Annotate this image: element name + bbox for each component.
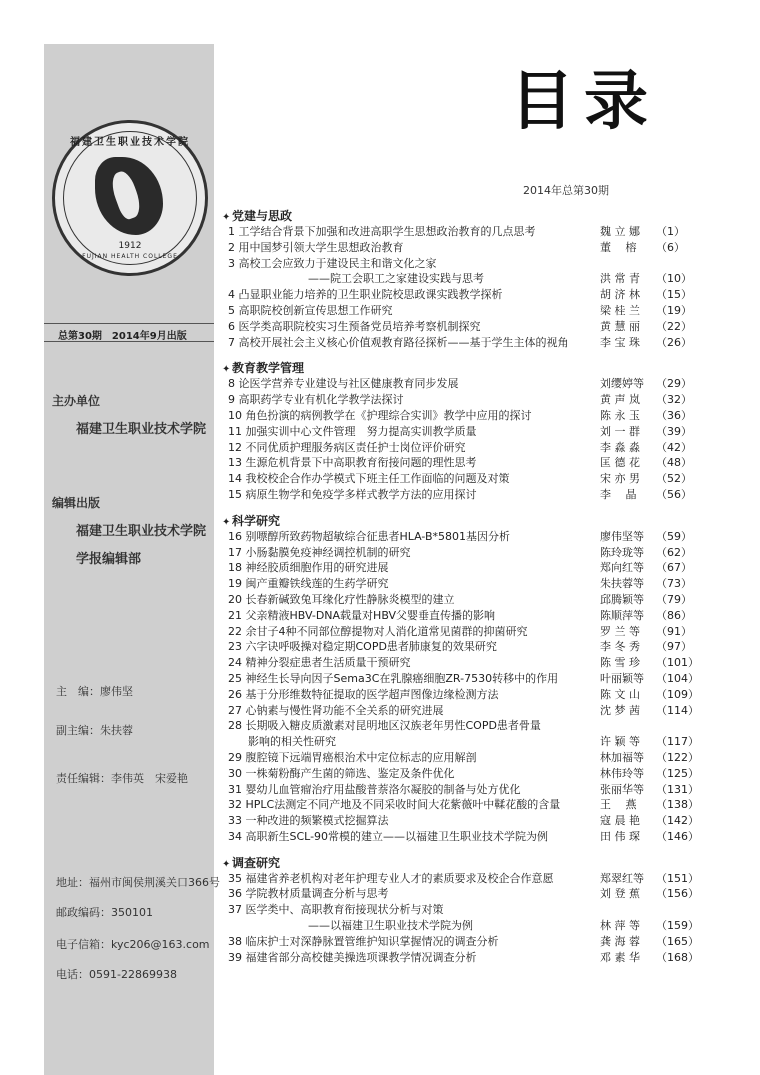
toc-entry-title: ——院工会职工之家建设实践与思考 bbox=[308, 272, 484, 286]
toc-entry-title: 29 腹腔镜下远端胃癌根治术中定位标志的应用解剖 bbox=[228, 750, 477, 764]
toc-entry-page: （138） bbox=[656, 798, 699, 812]
toc-entry-author: 陈顺萍等 bbox=[600, 608, 644, 622]
toc-entry-page: （19） bbox=[656, 303, 692, 317]
toc-entry[interactable] bbox=[222, 560, 722, 576]
toc-entry-author: 魏 立 娜 bbox=[600, 225, 640, 238]
toc-entry[interactable] bbox=[222, 687, 722, 703]
toc-entry-page: （67） bbox=[656, 561, 692, 575]
issue-bar-text: 总第30期 2014年9月出版 bbox=[58, 331, 187, 342]
toc-entry-page: （52） bbox=[656, 472, 692, 486]
sponsor-value: 福建卫生职业技术学院 bbox=[76, 422, 207, 437]
toc-entry-page: （159） bbox=[656, 919, 699, 933]
toc-entry-title: 23 六字诀呼吸操对稳定期COPD患者肺康复的效果研究 bbox=[228, 640, 497, 654]
toc-entry-author: 许 颖 等 bbox=[600, 735, 640, 749]
toc-entry[interactable] bbox=[222, 224, 722, 240]
toc-entry-page: （73） bbox=[656, 577, 692, 591]
toc-entry-page: （29） bbox=[656, 377, 692, 391]
toc-entry-page: （15） bbox=[656, 288, 692, 302]
toc-entry[interactable] bbox=[222, 750, 722, 766]
toc-entry-author: 罗 兰 等 bbox=[600, 624, 640, 638]
toc-entry[interactable] bbox=[222, 545, 722, 561]
toc-entry-page: （117） bbox=[656, 735, 699, 749]
toc-entry-page: （168） bbox=[656, 950, 699, 964]
publisher-value-1: 福建卫生职业技术学院 bbox=[76, 524, 207, 539]
toc-entry-title: 12 不同优质护理服务病区责任护士岗位评价研究 bbox=[228, 440, 466, 454]
toc-entry-title: 25 神经生长导向因子Sema3C在乳腺癌细胞ZR-7530转移中的作用 bbox=[228, 671, 559, 685]
toc-entry[interactable] bbox=[222, 424, 722, 440]
toc-entry[interactable] bbox=[222, 886, 722, 902]
toc-entry-author: 田 伟 琛 bbox=[600, 829, 640, 843]
toc-entry-title: 34 高职新生SCL-90常模的建立——以福建卫生职业技术学院为例 bbox=[228, 829, 549, 843]
table-of-contents bbox=[222, 208, 722, 965]
toc-entry-author: 寇 晨 艳 bbox=[600, 814, 640, 828]
section-gap bbox=[222, 350, 722, 360]
toc-entry-author: 陈玲珑等 bbox=[600, 545, 644, 559]
email: 电子信箱：kyc206@163.com bbox=[56, 938, 210, 951]
toc-entry[interactable] bbox=[222, 797, 722, 813]
toc-entry-title: 20 长春新碱致兔耳缘化疗性静脉炎模型的建立 bbox=[228, 592, 455, 606]
section-label: 教育教学管理 bbox=[232, 361, 305, 376]
toc-entry[interactable] bbox=[222, 671, 722, 687]
toc-entry-page: （39） bbox=[656, 424, 692, 438]
toc-entry-author: 宋 亦 男 bbox=[600, 472, 640, 486]
toc-entry-page: （146） bbox=[656, 829, 699, 843]
toc-entry[interactable] bbox=[222, 471, 722, 487]
section-label: 党建与思政 bbox=[232, 209, 293, 223]
toc-entry[interactable] bbox=[222, 529, 722, 545]
toc-entry[interactable] bbox=[222, 319, 722, 335]
toc-entry-title: 10 角色扮演的病例教学在《护理综合实训》教学中应用的探讨 bbox=[228, 408, 532, 422]
toc-entry-page: （42） bbox=[656, 440, 692, 454]
responsible-editor: 责任编辑：李伟英 宋爱艳 bbox=[56, 772, 188, 785]
toc-entry-title: 31 婴幼儿血管瘤治疗用盐酸普萘洛尔凝胶的制备与处方优化 bbox=[228, 782, 521, 796]
toc-entry-title: 32 HPLC法测定不同产地及不同采收时间大花紫薇叶中鞣花酸的含量 bbox=[228, 798, 561, 812]
logo-en-name: FUJIAN HEALTH COLLEGE bbox=[82, 253, 178, 260]
toc-entry-page: （142） bbox=[656, 814, 699, 828]
toc-entry-author: 李 淼 淼 bbox=[600, 440, 640, 454]
toc-entry-author: 邱腾颖等 bbox=[600, 592, 644, 606]
address: 地址：福州市闽侯荆溪关口366号 bbox=[56, 876, 220, 889]
toc-entry-title: 9 高职药学专业有机化学教学法探讨 bbox=[228, 393, 404, 407]
toc-entry-author: 刘 登 蕉 bbox=[600, 887, 640, 901]
toc-entry-title: 3 高校工会应致力于建设民主和谐文化之家 bbox=[228, 256, 437, 270]
toc-entry-title: ——以福建卫生职业技术学院为例 bbox=[308, 919, 473, 933]
toc-entry[interactable] bbox=[222, 782, 722, 798]
toc-entry[interactable] bbox=[222, 376, 722, 392]
section-title bbox=[222, 855, 722, 871]
deputy-editor: 副主编：朱扶蓉 bbox=[56, 724, 133, 737]
toc-entry-title: 7 高校开展社会主义核心价值观教育路径探析——基于学生主体的视角 bbox=[228, 335, 569, 349]
toc-entry-title: 1 工学结合背景下加强和改进高职学生思想政治教育的几点思考 bbox=[228, 225, 536, 238]
toc-entry[interactable] bbox=[222, 950, 722, 966]
page-title: 目录 bbox=[510, 65, 658, 139]
toc-entry-author: 黄 慧 丽 bbox=[600, 319, 640, 333]
toc-entry-author: 林伟玲等 bbox=[600, 766, 644, 780]
toc-entry-author: 林 萍 等 bbox=[600, 919, 640, 933]
issue-subtitle: 2014年总第30期 bbox=[523, 184, 609, 197]
toc-entry-page: （104） bbox=[656, 671, 699, 685]
toc-entry[interactable] bbox=[222, 335, 722, 351]
toc-entry[interactable] bbox=[222, 639, 722, 655]
toc-entry-author: 郑向红等 bbox=[600, 561, 644, 575]
toc-entry-author: 陈 雪 珍 bbox=[600, 656, 640, 670]
section-gap bbox=[222, 503, 722, 513]
toc-entry-author: 邓 素 华 bbox=[600, 950, 640, 964]
toc-entry-page: （56） bbox=[656, 487, 692, 501]
section-title bbox=[222, 360, 722, 376]
toc-entry-title: 22 余甘子4种不同部位醇提物对人消化道常见菌群的抑菌研究 bbox=[228, 624, 528, 638]
section-title bbox=[222, 513, 722, 529]
toc-entry-author: 胡 济 林 bbox=[600, 288, 640, 302]
toc-entry-author: 陈 永 玉 bbox=[600, 408, 640, 422]
toc-entry-page: （101） bbox=[656, 656, 699, 670]
issue-bar bbox=[44, 323, 214, 342]
diamond-icon: ✦ bbox=[222, 858, 231, 870]
toc-entry-author: 叶丽颖等 bbox=[600, 671, 644, 685]
section-label: 调查研究 bbox=[232, 855, 281, 870]
toc-entry[interactable] bbox=[222, 829, 722, 845]
toc-entry[interactable] bbox=[222, 608, 722, 624]
toc-entry-page: （151） bbox=[656, 871, 699, 885]
toc-entry-title: 21 父亲精液HBV-DNA载量对HBV父婴垂直传播的影响 bbox=[228, 608, 496, 622]
toc-entry[interactable] bbox=[222, 734, 722, 750]
toc-entry-title: 36 学院教材质量调查分析与思考 bbox=[228, 887, 389, 901]
toc-entry-author: 王 燕 bbox=[600, 798, 637, 812]
toc-entry-page: （131） bbox=[656, 782, 699, 796]
toc-entry[interactable] bbox=[222, 256, 722, 272]
toc-entry-page: （59） bbox=[656, 529, 692, 543]
toc-entry[interactable] bbox=[222, 592, 722, 608]
toc-entry-title: 8 论医学营养专业建设与社区健康教育同步发展 bbox=[228, 377, 459, 391]
toc-entry-page: （48） bbox=[656, 456, 692, 470]
toc-entry-author: 黄 声 岚 bbox=[600, 393, 640, 407]
toc-entry[interactable] bbox=[222, 287, 722, 303]
toc-entry[interactable] bbox=[222, 902, 722, 918]
toc-entry-page: （91） bbox=[656, 624, 692, 638]
section-title bbox=[222, 208, 722, 224]
toc-entry-title: 13 生源危机背景下中高职教育衔接问题的理性思考 bbox=[228, 456, 477, 470]
toc-entry-author: 董 榕 bbox=[600, 240, 637, 254]
postcode: 邮政编码：350101 bbox=[56, 906, 153, 919]
toc-entry-author: 李 宝 珠 bbox=[600, 335, 640, 349]
toc-entry-author: 陈 文 山 bbox=[600, 687, 640, 701]
toc-entry-page: （62） bbox=[656, 545, 692, 559]
toc-entry-author: 廖伟坚等 bbox=[600, 529, 644, 543]
toc-entry-page: （36） bbox=[656, 408, 692, 422]
toc-entry-title: 33 一种改进的频繁模式挖掘算法 bbox=[228, 814, 389, 828]
toc-entry-page: （1） bbox=[656, 225, 685, 238]
toc-entry-title: 影响的相关性研究 bbox=[248, 735, 336, 749]
toc-entry-page: （26） bbox=[656, 335, 692, 349]
toc-entry-title: 24 精神分裂症患者生活质量干预研究 bbox=[228, 656, 411, 670]
toc-entry-title: 16 别嘌醇所致药物超敏综合征患者HLA-B*5801基因分析 bbox=[228, 529, 511, 543]
toc-entry-title: 39 福建省部分高校健美操选项课教学情况调查分析 bbox=[228, 950, 477, 964]
toc-entry[interactable] bbox=[222, 871, 722, 887]
toc-entry-title: 26 基于分形维数特征提取的医学超声图像边缘检测方法 bbox=[228, 687, 499, 701]
diamond-icon: ✦ bbox=[222, 516, 231, 528]
diamond-icon: ✦ bbox=[222, 364, 231, 376]
toc-entry[interactable] bbox=[222, 576, 722, 592]
toc-entry-title: 28 长期吸入糖皮质激素对昆明地区汉族老年男性COPD患者骨量 bbox=[228, 719, 541, 733]
toc-entry-page: （156） bbox=[656, 887, 699, 901]
toc-entry[interactable] bbox=[222, 655, 722, 671]
toc-entry[interactable] bbox=[222, 440, 722, 456]
sponsor-label: 主办单位 bbox=[52, 394, 101, 408]
toc-entry-page: （10） bbox=[656, 272, 692, 286]
toc-entry-page: （79） bbox=[656, 592, 692, 606]
toc-entry[interactable] bbox=[222, 918, 722, 934]
toc-entry-page: （109） bbox=[656, 687, 699, 701]
toc-entry-title: 2 用中国梦引领大学生思想政治教育 bbox=[228, 240, 404, 254]
toc-entry-page: （86） bbox=[656, 608, 692, 622]
toc-entry-title: 11 加强实训中心文件管理 努力提高实训教学质量 bbox=[228, 424, 477, 438]
logo-cn-name: 福建卫生职业技术学院 bbox=[70, 137, 190, 148]
toc-entry-title: 17 小肠黏膜免疫神经调控机制的研究 bbox=[228, 545, 411, 559]
toc-entry[interactable] bbox=[222, 455, 722, 471]
toc-entry-page: （97） bbox=[656, 640, 692, 654]
publisher-label: 编辑出版 bbox=[52, 496, 101, 510]
toc-entry[interactable] bbox=[222, 934, 722, 950]
toc-entry-author: 龚 海 蓉 bbox=[600, 934, 640, 948]
toc-entry-page: （6） bbox=[656, 240, 685, 254]
toc-entry-page: （165） bbox=[656, 934, 699, 948]
toc-entry-author: 刘缨婷等 bbox=[600, 377, 644, 391]
toc-entry-author: 洪 常 青 bbox=[600, 272, 640, 286]
toc-entry-author: 梁 桂 兰 bbox=[600, 303, 640, 317]
toc-entry-page: （114） bbox=[656, 703, 699, 717]
toc-entry-page: （122） bbox=[656, 750, 699, 764]
college-logo bbox=[52, 120, 208, 276]
toc-entry-title: 6 医学类高职院校实习生预备党员培养考察机制探究 bbox=[228, 319, 481, 333]
toc-entry[interactable] bbox=[222, 271, 722, 287]
toc-entry-author: 李 冬 秀 bbox=[600, 640, 640, 654]
toc-entry[interactable] bbox=[222, 718, 722, 734]
toc-entry-title: 30 一株菊粉酶产生菌的筛选、鉴定及条件优化 bbox=[228, 766, 455, 780]
toc-entry[interactable] bbox=[222, 487, 722, 503]
toc-entry-page: （32） bbox=[656, 393, 692, 407]
publisher-value-2: 学报编辑部 bbox=[76, 552, 142, 567]
toc-entry-author: 林加福等 bbox=[600, 750, 644, 764]
section-label: 科学研究 bbox=[232, 513, 281, 528]
toc-entry-page: （22） bbox=[656, 319, 692, 333]
toc-entry-title: 15 病原生物学和免疫学多样式教学方法的应用探讨 bbox=[228, 487, 477, 501]
toc-entry-author: 郑翠红等 bbox=[600, 871, 644, 885]
section-gap bbox=[222, 845, 722, 855]
toc-entry[interactable] bbox=[222, 624, 722, 640]
toc-entry-title: 35 福建省养老机构对老年护理专业人才的素质要求及校企合作意愿 bbox=[228, 871, 554, 885]
toc-entry-author: 沈 梦 茜 bbox=[600, 703, 640, 717]
toc-entry-title: 38 临床护士对深静脉置管维护知识掌握情况的调查分析 bbox=[228, 934, 499, 948]
toc-entry-title: 27 心钠素与慢性肾功能不全关系的研究进展 bbox=[228, 703, 444, 717]
phone: 电话：0591-22869938 bbox=[56, 968, 177, 981]
toc-entry-title: 37 医学类中、高职教育衔接现状分析与对策 bbox=[228, 903, 444, 917]
toc-entry[interactable] bbox=[222, 813, 722, 829]
toc-entry-author: 匡 德 花 bbox=[600, 456, 640, 470]
toc-entry-page: （125） bbox=[656, 766, 699, 780]
toc-entry-title: 19 闽产重瓣铁线莲的生药学研究 bbox=[228, 577, 389, 591]
toc-entry[interactable] bbox=[222, 392, 722, 408]
toc-entry-author: 李 晶 bbox=[600, 487, 637, 501]
diamond-icon: ✦ bbox=[222, 212, 231, 223]
toc-entry[interactable] bbox=[222, 703, 722, 719]
toc-entry-title: 18 神经胶质细胞作用的研究进展 bbox=[228, 561, 389, 575]
toc-entry[interactable] bbox=[222, 240, 722, 256]
toc-entry[interactable] bbox=[222, 303, 722, 319]
toc-entry-author: 张丽华等 bbox=[600, 782, 644, 796]
logo-year: 1912 bbox=[118, 241, 142, 251]
toc-entry-author: 刘 一 群 bbox=[600, 424, 640, 438]
toc-entry-author: 朱扶蓉等 bbox=[600, 577, 644, 591]
toc-entry-title: 4 凸显职业能力培养的卫生职业院校思政课实践教学探析 bbox=[228, 288, 503, 302]
toc-entry[interactable] bbox=[222, 766, 722, 782]
toc-entry-title: 5 高职院校创新宣传思想工作研究 bbox=[228, 303, 393, 317]
chief-editor: 主 编：廖伟坚 bbox=[56, 685, 133, 698]
toc-entry[interactable] bbox=[222, 408, 722, 424]
toc-entry-title: 14 我校校企合作办学模式下班主任工作面临的问题及对策 bbox=[228, 472, 510, 486]
